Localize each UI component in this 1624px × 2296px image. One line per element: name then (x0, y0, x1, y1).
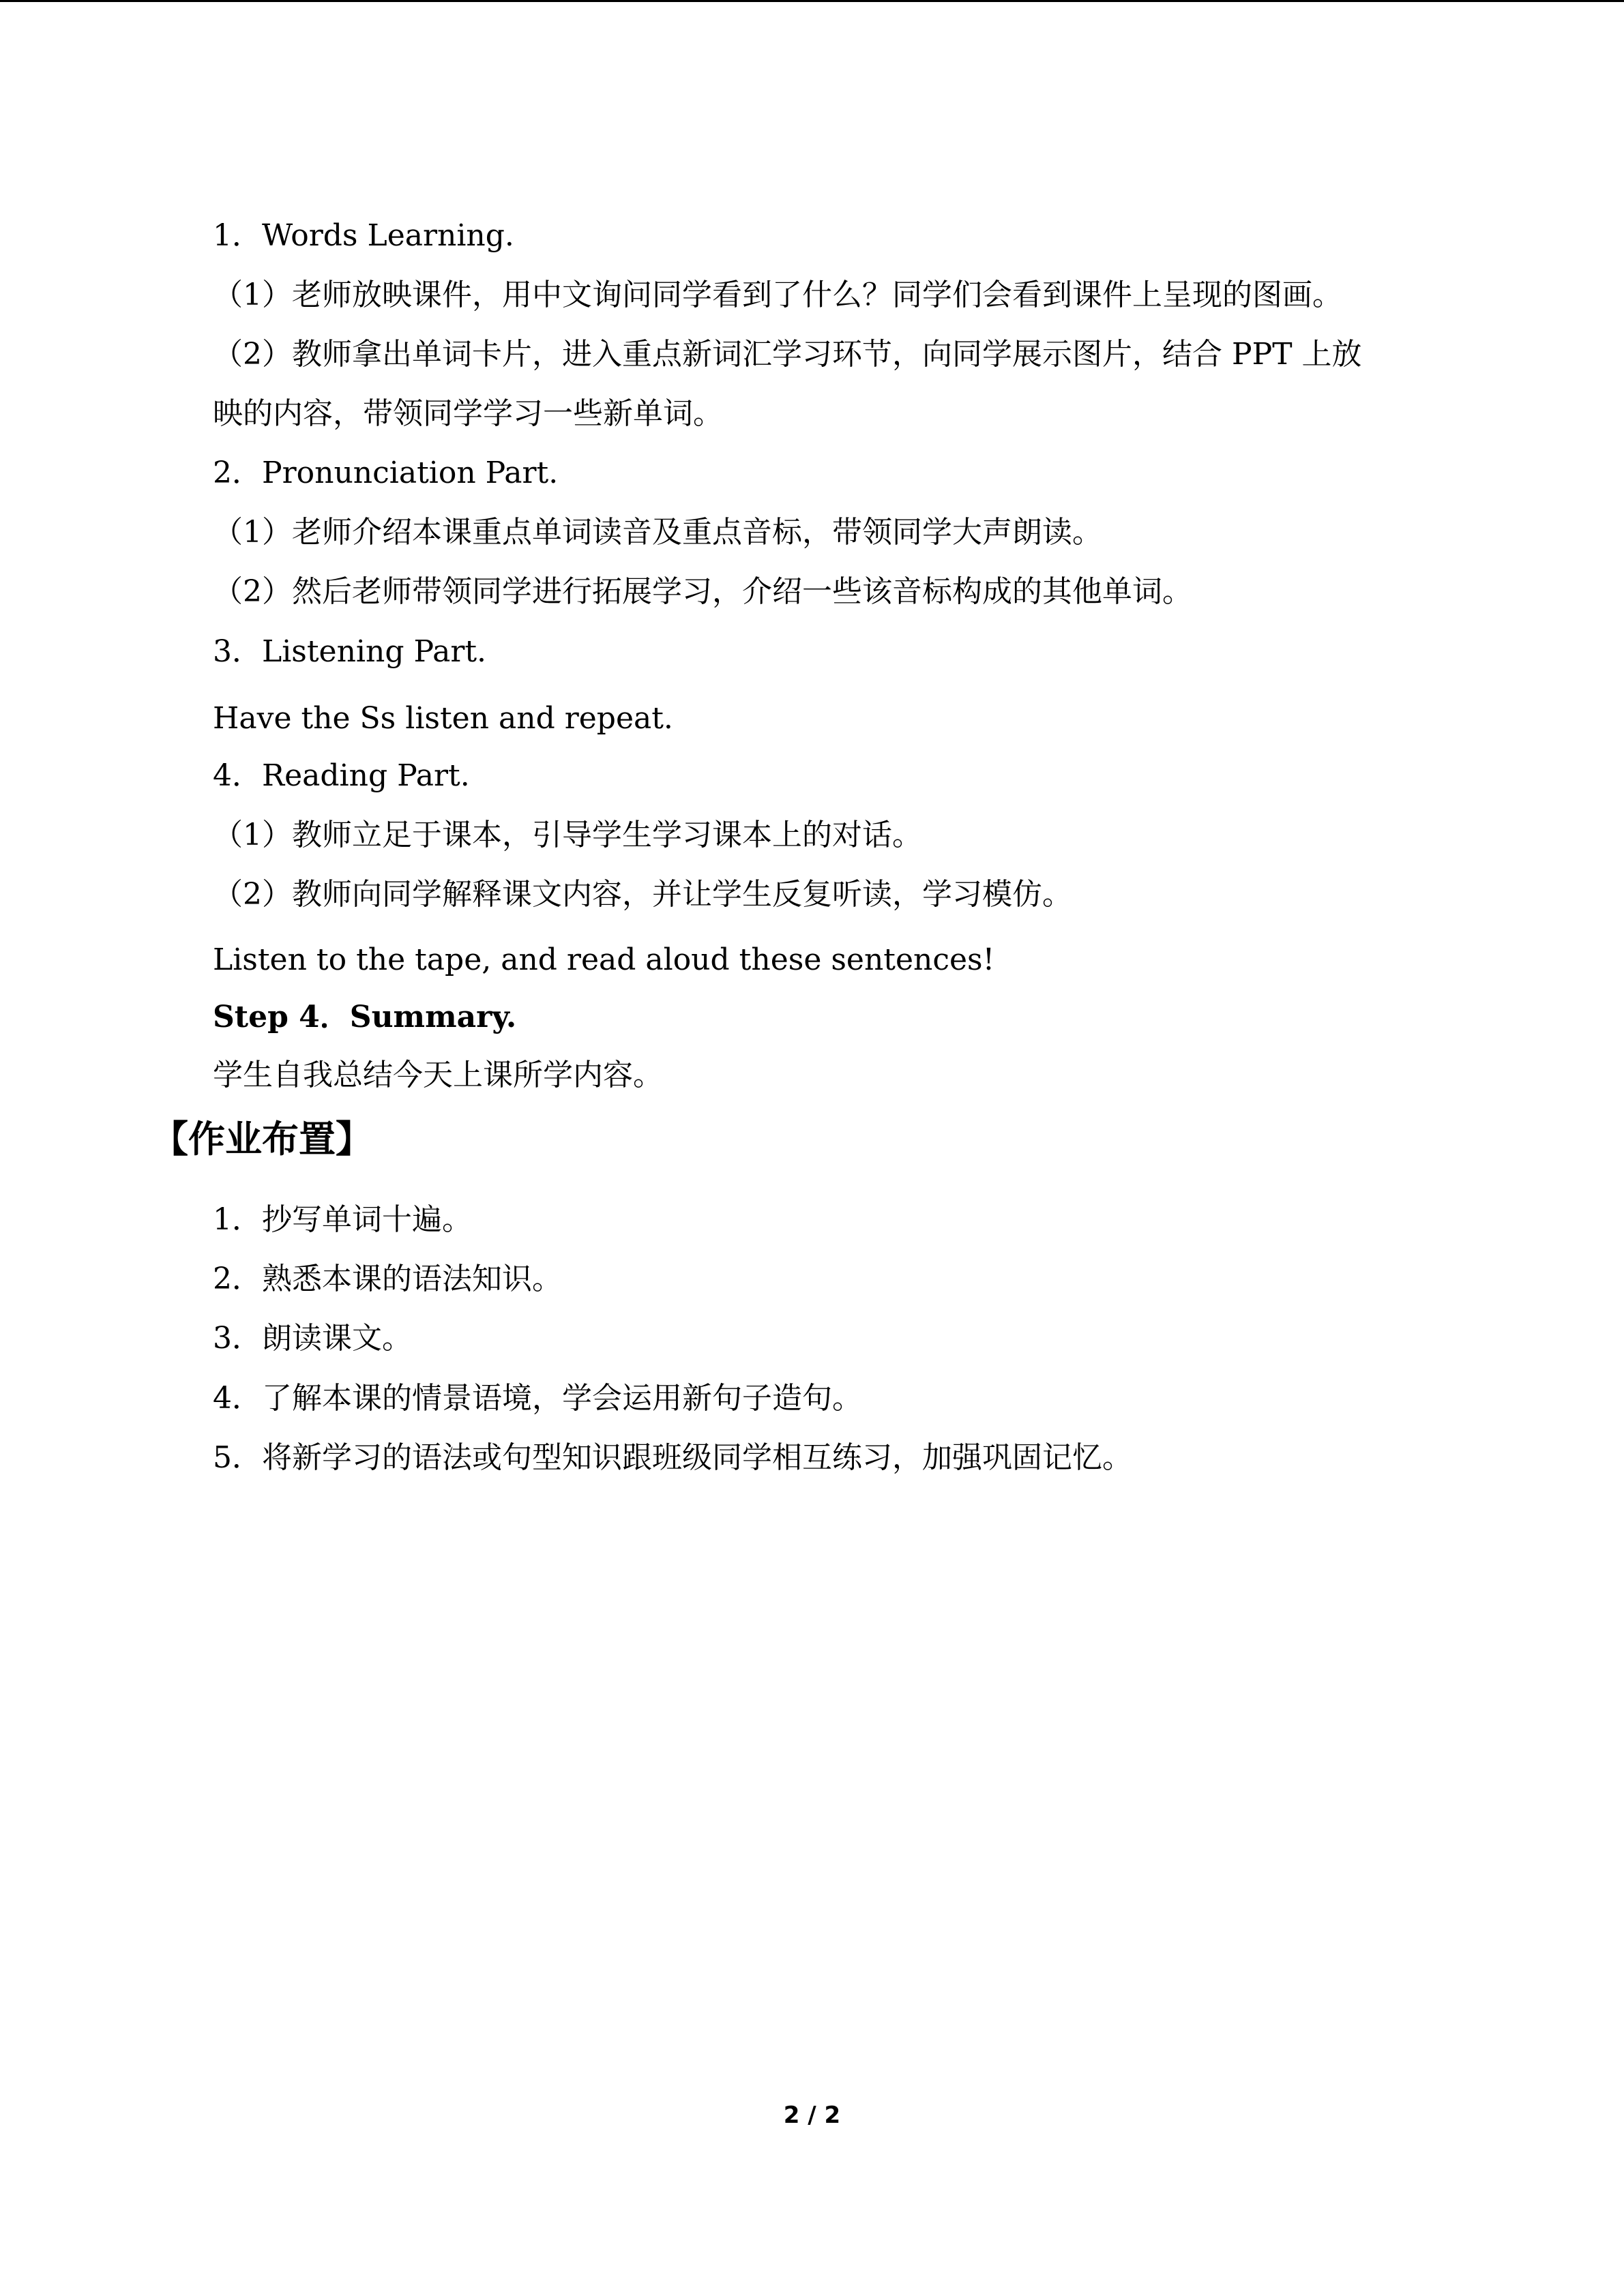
paragraph-text: 学生自我总结今天上课所学内容。 (213, 1058, 663, 1092)
homework-item: 4．了解本课的情景语境，学会运用新句子造句。 (213, 1381, 862, 1416)
homework-item: 5．将新学习的语法或句型知识跟班级同学相互练习，加强巩固记忆。 (213, 1440, 1132, 1475)
homework-item: 1．抄写单词十遍。 (213, 1202, 472, 1237)
paragraph-text: （1）老师介绍本课重点单词读音及重点音标，带领同学大声朗读。 (213, 515, 1102, 550)
paragraph-text: （1）教师立足于课本，引导学生学习课本上的对话。 (213, 818, 922, 852)
page-number: 2 / 2 (783, 2102, 841, 2129)
paragraph-text: 映的内容，带领同学学习一些新单词。 (213, 396, 723, 431)
paragraph-text: （2）教师向同学解释课文内容，并让学生反复听读，学习模仿。 (213, 877, 1072, 912)
paragraph-text: （2）然后老师带领同学进行拓展学习，介绍一些该音标构成的其他单词。 (213, 574, 1192, 609)
paragraph-text: （1）老师放映课件，用中文询问同学看到了什么？同学们会看到课件上呈现的图画。 (213, 278, 1342, 312)
paragraph-text: （2）教师拿出单词卡片，进入重点新词汇学习环节，向同学展示图片，结合 PPT 上放 (213, 337, 1362, 372)
section-words-learning: 1．Words Learning. (213, 218, 514, 253)
paragraph-text: Listen to the tape, and read aloud these sentences! (213, 942, 995, 977)
section-reading: 4．Reading Part. (213, 758, 470, 793)
homework-item: 3．朗读课文。 (213, 1321, 412, 1356)
section-pronunciation: 2．Pronunciation Part. (213, 456, 559, 490)
step-summary-heading: Step 4．Summary. (213, 1000, 517, 1034)
section-listening: 3．Listening Part. (213, 634, 487, 669)
paragraph-text: Have the Ss listen and repeat. (213, 701, 673, 736)
homework-heading: 【作业布置】 (151, 1118, 372, 1161)
homework-item: 2．熟悉本课的语法知识。 (213, 1262, 562, 1296)
